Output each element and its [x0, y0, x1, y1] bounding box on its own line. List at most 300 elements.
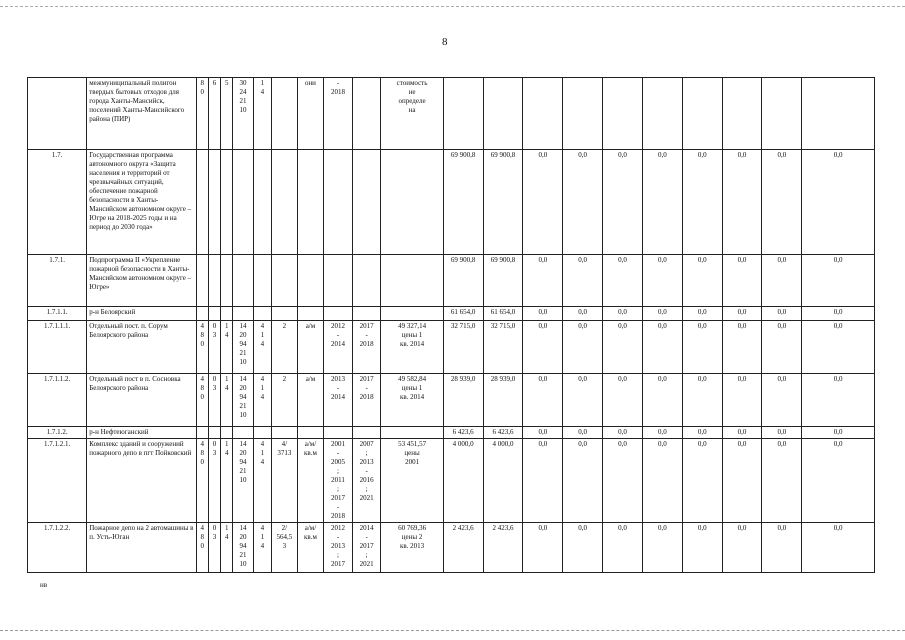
digits-d5-line: 4: [260, 322, 265, 330]
digits-d3-line: 4: [224, 533, 229, 541]
years-start-line: -: [336, 384, 340, 392]
digits-d4-line: 14: [239, 524, 247, 532]
digits-d4-line: 10: [239, 560, 247, 568]
years-start: [324, 439, 353, 523]
years-end: [352, 439, 381, 523]
value-cell: 0,0: [802, 255, 875, 307]
footer-mark: нв: [40, 581, 48, 589]
value-cell: 0,0: [682, 150, 722, 255]
digits-d4-line: 10: [239, 358, 247, 366]
cost-estimate: [381, 78, 443, 150]
years-start-line: -: [336, 331, 340, 339]
value-cell: 69 900,8: [443, 150, 483, 255]
years-start-line: 2013: [331, 375, 346, 383]
value-cell: 0,0: [722, 427, 762, 439]
digits-d5-line: 4: [260, 458, 265, 466]
digits-d6-line: 564,5: [276, 533, 293, 541]
digits-d2: [208, 427, 220, 439]
value-cell: 2 423,6: [443, 523, 483, 573]
years-end-line: 2016: [359, 476, 374, 484]
value-cell: 0,0: [642, 427, 682, 439]
digits-d4-line: 14: [239, 322, 247, 330]
years-end-line: ;: [365, 449, 368, 457]
digits-d5: [253, 307, 271, 321]
value-cell: 6 423,6: [443, 427, 483, 439]
years-end: [352, 150, 381, 255]
years-end-line: 2007: [359, 440, 374, 448]
value-cell: 0,0: [523, 427, 563, 439]
digits-d4: [233, 439, 253, 523]
value-cell: 0,0: [642, 523, 682, 573]
years-end: [352, 374, 381, 427]
digits-d1: [196, 374, 208, 427]
value-cell: 0,0: [523, 307, 563, 321]
digits-d6: [272, 523, 298, 573]
value-cell: 0,0: [603, 427, 643, 439]
value-cell: 0,0: [603, 307, 643, 321]
years-start: [324, 255, 353, 307]
digits-d5-line: 1: [260, 449, 265, 457]
digits-d1-line: 8: [200, 533, 204, 541]
digits-d4-line: 10: [239, 411, 247, 419]
digits-d4-line: 20: [239, 331, 247, 339]
years-start-line: 2011: [331, 476, 345, 484]
value-cell: 32 715,0: [483, 321, 523, 374]
cost-estimate-line: определе: [398, 97, 426, 105]
row-code: 1.7.1.2.1.: [28, 439, 87, 523]
digits-d5-line: 1: [260, 533, 265, 541]
digits-d3-line: 1: [224, 440, 229, 448]
digits-d2: [208, 374, 220, 427]
years-start-line: ;: [337, 551, 339, 559]
value-cell: 0,0: [802, 439, 875, 523]
years-start-line: ;: [337, 485, 339, 493]
digits-d2-line: 3: [212, 331, 217, 339]
table-row: [28, 374, 875, 427]
digits-d2-line: 0: [212, 524, 217, 532]
cost-estimate: [381, 427, 443, 439]
value-cell: 0,0: [563, 374, 603, 427]
digits-d6: [272, 307, 298, 321]
value-cell: [483, 78, 523, 150]
digits-d3-line: 1: [224, 375, 229, 383]
value-cell: 4 000,0: [443, 439, 483, 523]
value-cell: 0,0: [762, 523, 802, 573]
digits-d3: [221, 439, 233, 523]
digits-d3: [221, 78, 233, 150]
cost-estimate: [381, 321, 443, 374]
value-cell: 32 715,0: [443, 321, 483, 374]
digits-d4-line: 20: [239, 384, 247, 392]
value-cell: 0,0: [762, 255, 802, 307]
cost-estimate-line: 2001: [405, 458, 420, 466]
value-cell: [563, 78, 603, 150]
digits-d5: [253, 427, 271, 439]
digits-d2: [208, 255, 220, 307]
digits-d1: [196, 255, 208, 307]
digits-d1-line: 0: [200, 458, 204, 466]
value-cell: [523, 78, 563, 150]
value-cell: 0,0: [603, 439, 643, 523]
digits-d5-line: 4: [260, 88, 265, 96]
digits-d5: [253, 150, 271, 255]
digits-d4: [233, 523, 253, 573]
row-code: [28, 78, 87, 150]
cost-estimate-line: 53 451,57: [398, 440, 427, 448]
value-cell: 0,0: [523, 523, 563, 573]
digits-d4-line: 94: [239, 393, 247, 401]
digits-d2: [208, 321, 220, 374]
digits-d3: [221, 374, 233, 427]
years-start: [324, 150, 353, 255]
value-cell: 0,0: [762, 374, 802, 427]
cost-estimate-line: 60 769,36: [398, 524, 427, 532]
digits-d6-line: 2: [282, 322, 287, 330]
digits-d6-line: 2/: [281, 524, 288, 532]
row-code: 1.7.1.1.2.: [28, 374, 87, 427]
value-cell: 69 900,8: [443, 255, 483, 307]
scan-edge-top: [0, 0, 905, 7]
digits-d5-line: 1: [260, 79, 265, 87]
digits-d2-line: 3: [212, 384, 217, 392]
unit: а/м: [297, 321, 324, 374]
years-end: [352, 523, 381, 573]
years-start-line: 2018: [331, 88, 346, 96]
value-cell: 0,0: [523, 150, 563, 255]
digits-d1: [196, 427, 208, 439]
value-cell: [682, 78, 722, 150]
digits-d4: [233, 150, 253, 255]
value-cell: [642, 78, 682, 150]
value-cell: 0,0: [523, 439, 563, 523]
digits-d1-line: 4: [200, 375, 204, 383]
years-end-line: -: [365, 533, 368, 541]
digits-d4-line: 94: [239, 340, 247, 348]
digits-d1: [196, 307, 208, 321]
digits-d1: [196, 523, 208, 573]
digits-d6: [272, 321, 298, 374]
value-cell: 0,0: [603, 255, 643, 307]
cost-estimate-line: не: [408, 88, 416, 96]
digits-d2-line: 3: [212, 533, 217, 541]
row-code: 1.7.1.1.: [28, 307, 87, 321]
digits-d2-line: 3: [212, 449, 217, 457]
cost-estimate: [381, 523, 443, 573]
years-start-line: 2012: [331, 322, 346, 330]
digits-d3: [221, 321, 233, 374]
value-cell: 0,0: [682, 321, 722, 374]
digits-d2-line: 0: [212, 440, 217, 448]
digits-d5-line: 4: [260, 340, 265, 348]
row-name: Пожарное депо на 2 автомашины в п. Усть-Юган: [87, 523, 196, 573]
value-cell: 0,0: [603, 374, 643, 427]
digits-d1-line: 0: [200, 393, 204, 401]
unit: они: [297, 78, 324, 150]
value-cell: 61 654,0: [483, 307, 523, 321]
digits-d3-line: 4: [224, 331, 229, 339]
value-cell: 0,0: [682, 255, 722, 307]
digits-d5-line: 4: [260, 393, 265, 401]
table-row: [28, 321, 875, 374]
years-end-line: 2017: [359, 375, 374, 383]
years-start-line: ;: [337, 467, 339, 475]
digits-d2-line: 0: [212, 322, 217, 330]
table-body: [28, 78, 875, 573]
row-name: Подпрограмма II «Укрепление пожарной безопасности в Ханты-Мансийском автономном округе – Югре»: [87, 255, 196, 307]
years-end: [352, 321, 381, 374]
years-end: [352, 78, 381, 150]
cost-estimate-line: на: [408, 106, 416, 114]
digits-d4-line: 10: [239, 106, 247, 114]
value-cell: 0,0: [642, 255, 682, 307]
digits-d3-line: 5: [224, 79, 229, 87]
value-cell: 0,0: [722, 321, 762, 374]
value-cell: [802, 78, 875, 150]
years-start-line: -: [336, 533, 340, 541]
row-name: Государственная программа автономного округа «Защита населения и территорий от чрезвычайных ситуаций, обеспечение пожарной безопасности в Ханты-Мансийском автономном округе – Югре на 2018-2025 годы и на период до 2030 года»: [87, 150, 196, 255]
digits-d5-line: 4: [260, 542, 265, 550]
row-name: Отдельный пост в п. Сосновка Белоярского района: [87, 374, 196, 427]
digits-d4-line: 14: [239, 440, 247, 448]
years-start-line: -: [336, 79, 340, 87]
years-end-line: 2021: [359, 494, 374, 502]
unit: а/м/ кв.м: [297, 523, 324, 573]
value-cell: 0,0: [563, 321, 603, 374]
value-cell: 0,0: [762, 427, 802, 439]
value-cell: 0,0: [762, 439, 802, 523]
digits-d4: [233, 427, 253, 439]
years-start: [324, 374, 353, 427]
value-cell: 6 423,6: [483, 427, 523, 439]
value-cell: 69 900,8: [483, 150, 523, 255]
row-name: р-н Белоярский: [87, 307, 196, 321]
value-cell: 0,0: [682, 427, 722, 439]
value-cell: 0,0: [802, 427, 875, 439]
digits-d4-line: 94: [239, 542, 247, 550]
value-cell: 0,0: [642, 150, 682, 255]
digits-d2: [208, 78, 220, 150]
digits-d4-line: 94: [239, 458, 247, 466]
digits-d5: [253, 78, 271, 150]
digits-d1: [196, 78, 208, 150]
row-code: 1.7.1.: [28, 255, 87, 307]
row-name: межмуниципальный полигон твердых бытовых отходов для города Ханты-Мансийск, поселений Ханты-Мансийского района (ПИР): [87, 78, 196, 150]
cost-estimate-line: кв. 2014: [399, 393, 425, 401]
cost-estimate: [381, 255, 443, 307]
digits-d3-line: 4: [224, 384, 229, 392]
digits-d6-line: 3: [282, 542, 287, 550]
digits-d6: [272, 427, 298, 439]
years-start-line: 2012: [331, 524, 346, 532]
value-cell: 0,0: [523, 321, 563, 374]
digits-d5: [253, 523, 271, 573]
value-cell: 0,0: [563, 427, 603, 439]
digits-d4: [233, 307, 253, 321]
cost-estimate-line: кв. 2013: [399, 542, 425, 550]
row-name: Комплекс зданий и сооружений пожарного депо в пгт Пойковский: [87, 439, 196, 523]
digits-d4: [233, 374, 253, 427]
value-cell: 0,0: [802, 374, 875, 427]
digits-d3: [221, 307, 233, 321]
unit: а/м: [297, 374, 324, 427]
value-cell: 0,0: [802, 150, 875, 255]
cost-estimate: [381, 150, 443, 255]
years-end-line: 2018: [359, 393, 374, 401]
value-cell: 0,0: [523, 374, 563, 427]
cost-estimate-line: цены: [404, 449, 420, 457]
cost-estimate: [381, 439, 443, 523]
cost-estimate-line: стоимость: [396, 79, 428, 87]
years-end-line: ;: [365, 485, 368, 493]
digits-d3: [221, 427, 233, 439]
digits-d1-line: 0: [200, 340, 204, 348]
value-cell: 0,0: [682, 439, 722, 523]
years-start-line: 2017: [331, 560, 346, 568]
digits-d1: [196, 439, 208, 523]
value-cell: 0,0: [762, 321, 802, 374]
value-cell: 0,0: [603, 523, 643, 573]
row-code: 1.7.1.2.: [28, 427, 87, 439]
years-start-line: 2001: [331, 440, 346, 448]
years-start-line: 2014: [331, 393, 346, 401]
table-row: [28, 150, 875, 255]
years-start-line: 2014: [331, 340, 346, 348]
value-cell: 69 900,8: [483, 255, 523, 307]
cost-estimate-line: цены 1: [401, 331, 423, 339]
years-end-line: 2014: [359, 524, 374, 532]
value-cell: 0,0: [682, 374, 722, 427]
digits-d2: [208, 307, 220, 321]
years-end-line: ;: [365, 551, 368, 559]
cost-estimate-line: кв. 2014: [399, 340, 425, 348]
digits-d1-line: 4: [200, 440, 204, 448]
digits-d4: [233, 321, 253, 374]
digits-d4-line: 14: [239, 375, 247, 383]
digits-d4-line: 21: [239, 349, 247, 357]
value-cell: 0,0: [642, 439, 682, 523]
years-end-line: -: [365, 467, 368, 475]
years-end-line: -: [365, 331, 368, 339]
years-end-line: -: [365, 384, 368, 392]
value-cell: 0,0: [563, 150, 603, 255]
years-start: [324, 321, 353, 374]
years-start-line: 2018: [331, 512, 346, 520]
value-cell: 0,0: [802, 321, 875, 374]
digits-d4-line: 10: [239, 476, 247, 484]
unit: [297, 255, 324, 307]
years-start: [324, 523, 353, 573]
years-end: [352, 255, 381, 307]
digits-d2-line: 0: [212, 375, 217, 383]
digits-d1-line: 4: [200, 524, 204, 532]
digits-d1: [196, 150, 208, 255]
digits-d2: [208, 523, 220, 573]
digits-d4-line: 24: [239, 88, 247, 96]
value-cell: 0,0: [642, 321, 682, 374]
digits-d4-line: 21: [239, 402, 247, 410]
value-cell: [443, 78, 483, 150]
digits-d3-line: 1: [224, 322, 229, 330]
digits-d5: [253, 255, 271, 307]
digits-d5-line: 4: [260, 440, 265, 448]
digits-d2: [208, 439, 220, 523]
table-row: [28, 427, 875, 439]
value-cell: [722, 78, 762, 150]
years-start: [324, 78, 353, 150]
value-cell: 28 939,0: [483, 374, 523, 427]
years-start-line: 2013: [331, 542, 346, 550]
page-number: 8: [442, 36, 448, 48]
years-start-line: -: [336, 503, 340, 511]
unit: а/м/ кв.м: [297, 439, 324, 523]
digits-d4-line: 20: [239, 533, 247, 541]
digits-d6: [272, 150, 298, 255]
cost-estimate-line: 49 327,14: [398, 322, 427, 330]
digits-d6-line: 2: [282, 375, 287, 383]
years-end-line: 2017: [359, 322, 374, 330]
digits-d1-line: 8: [200, 384, 204, 392]
unit: [297, 307, 324, 321]
value-cell: 0,0: [563, 307, 603, 321]
digits-d4-line: 30: [239, 79, 247, 87]
value-cell: 0,0: [722, 307, 762, 321]
value-cell: 0,0: [802, 307, 875, 321]
table-row: [28, 78, 875, 150]
years-end-line: 2018: [359, 340, 374, 348]
scan-edge-bottom: [0, 630, 905, 634]
value-cell: 0,0: [762, 150, 802, 255]
digits-d1-line: 8: [200, 79, 204, 87]
value-cell: [603, 78, 643, 150]
cost-estimate-line: 49 582,84: [398, 375, 427, 383]
value-cell: [762, 78, 802, 150]
value-cell: 0,0: [722, 523, 762, 573]
digits-d4-line: 20: [239, 449, 247, 457]
digits-d4: [233, 255, 253, 307]
value-cell: 0,0: [722, 374, 762, 427]
value-cell: 0,0: [523, 255, 563, 307]
digits-d1-line: 4: [200, 322, 204, 330]
value-cell: 0,0: [762, 307, 802, 321]
table-row: [28, 439, 875, 523]
unit: [297, 427, 324, 439]
digits-d6: [272, 374, 298, 427]
digits-d3: [221, 255, 233, 307]
value-cell: 0,0: [802, 523, 875, 573]
value-cell: 0,0: [563, 255, 603, 307]
value-cell: 0,0: [722, 255, 762, 307]
digits-d5-line: 1: [260, 384, 265, 392]
digits-d3-line: 4: [224, 449, 229, 457]
cost-estimate-line: цены 2: [401, 533, 423, 541]
digits-d6-line: 4/: [281, 440, 288, 448]
digits-d6: [272, 78, 298, 150]
row-code: 1.7.1.1.1.: [28, 321, 87, 374]
value-cell: 61 654,0: [443, 307, 483, 321]
years-end: [352, 427, 381, 439]
years-start-line: -: [336, 449, 340, 457]
digits-d3: [221, 150, 233, 255]
digits-d3: [221, 523, 233, 573]
value-cell: 0,0: [603, 150, 643, 255]
value-cell: 0,0: [642, 307, 682, 321]
years-start-line: 2005: [331, 458, 346, 466]
value-cell: 0,0: [603, 321, 643, 374]
digits-d1-line: 8: [200, 449, 204, 457]
digits-d5: [253, 439, 271, 523]
years-start: [324, 427, 353, 439]
digits-d1: [196, 321, 208, 374]
